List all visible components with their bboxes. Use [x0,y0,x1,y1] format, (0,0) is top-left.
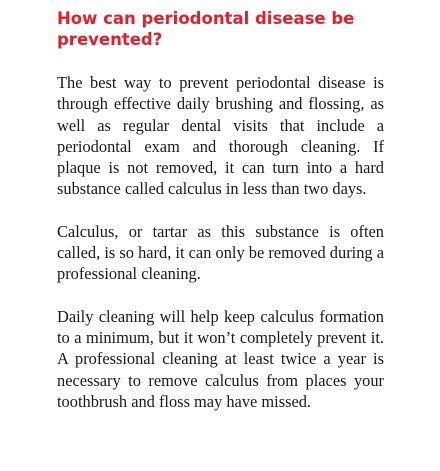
paragraph-prevention: The best way to prevent periodontal disease is through effective daily brushing and flossing, as well as regular dental visits that include a periodontal exam and thorough cleaning. If plaque is not removed, it can turn into a hard substance called calculus in less than two days. [57,73,384,199]
section-heading: How can periodontal disease be prevented? [57,9,355,49]
paragraph-calculus: Calculus, or tartar as this substance is often called, is so hard, it can only be removed during a professional cleaning. [57,221,384,284]
paragraph-daily-cleaning: Daily cleaning will help keep calculus formation to a minimum, but it won’t completely prevent it. A professional cleaning at least twice a year is necessary to remove calculus from places your toothbrush and floss may have missed. [57,306,384,411]
